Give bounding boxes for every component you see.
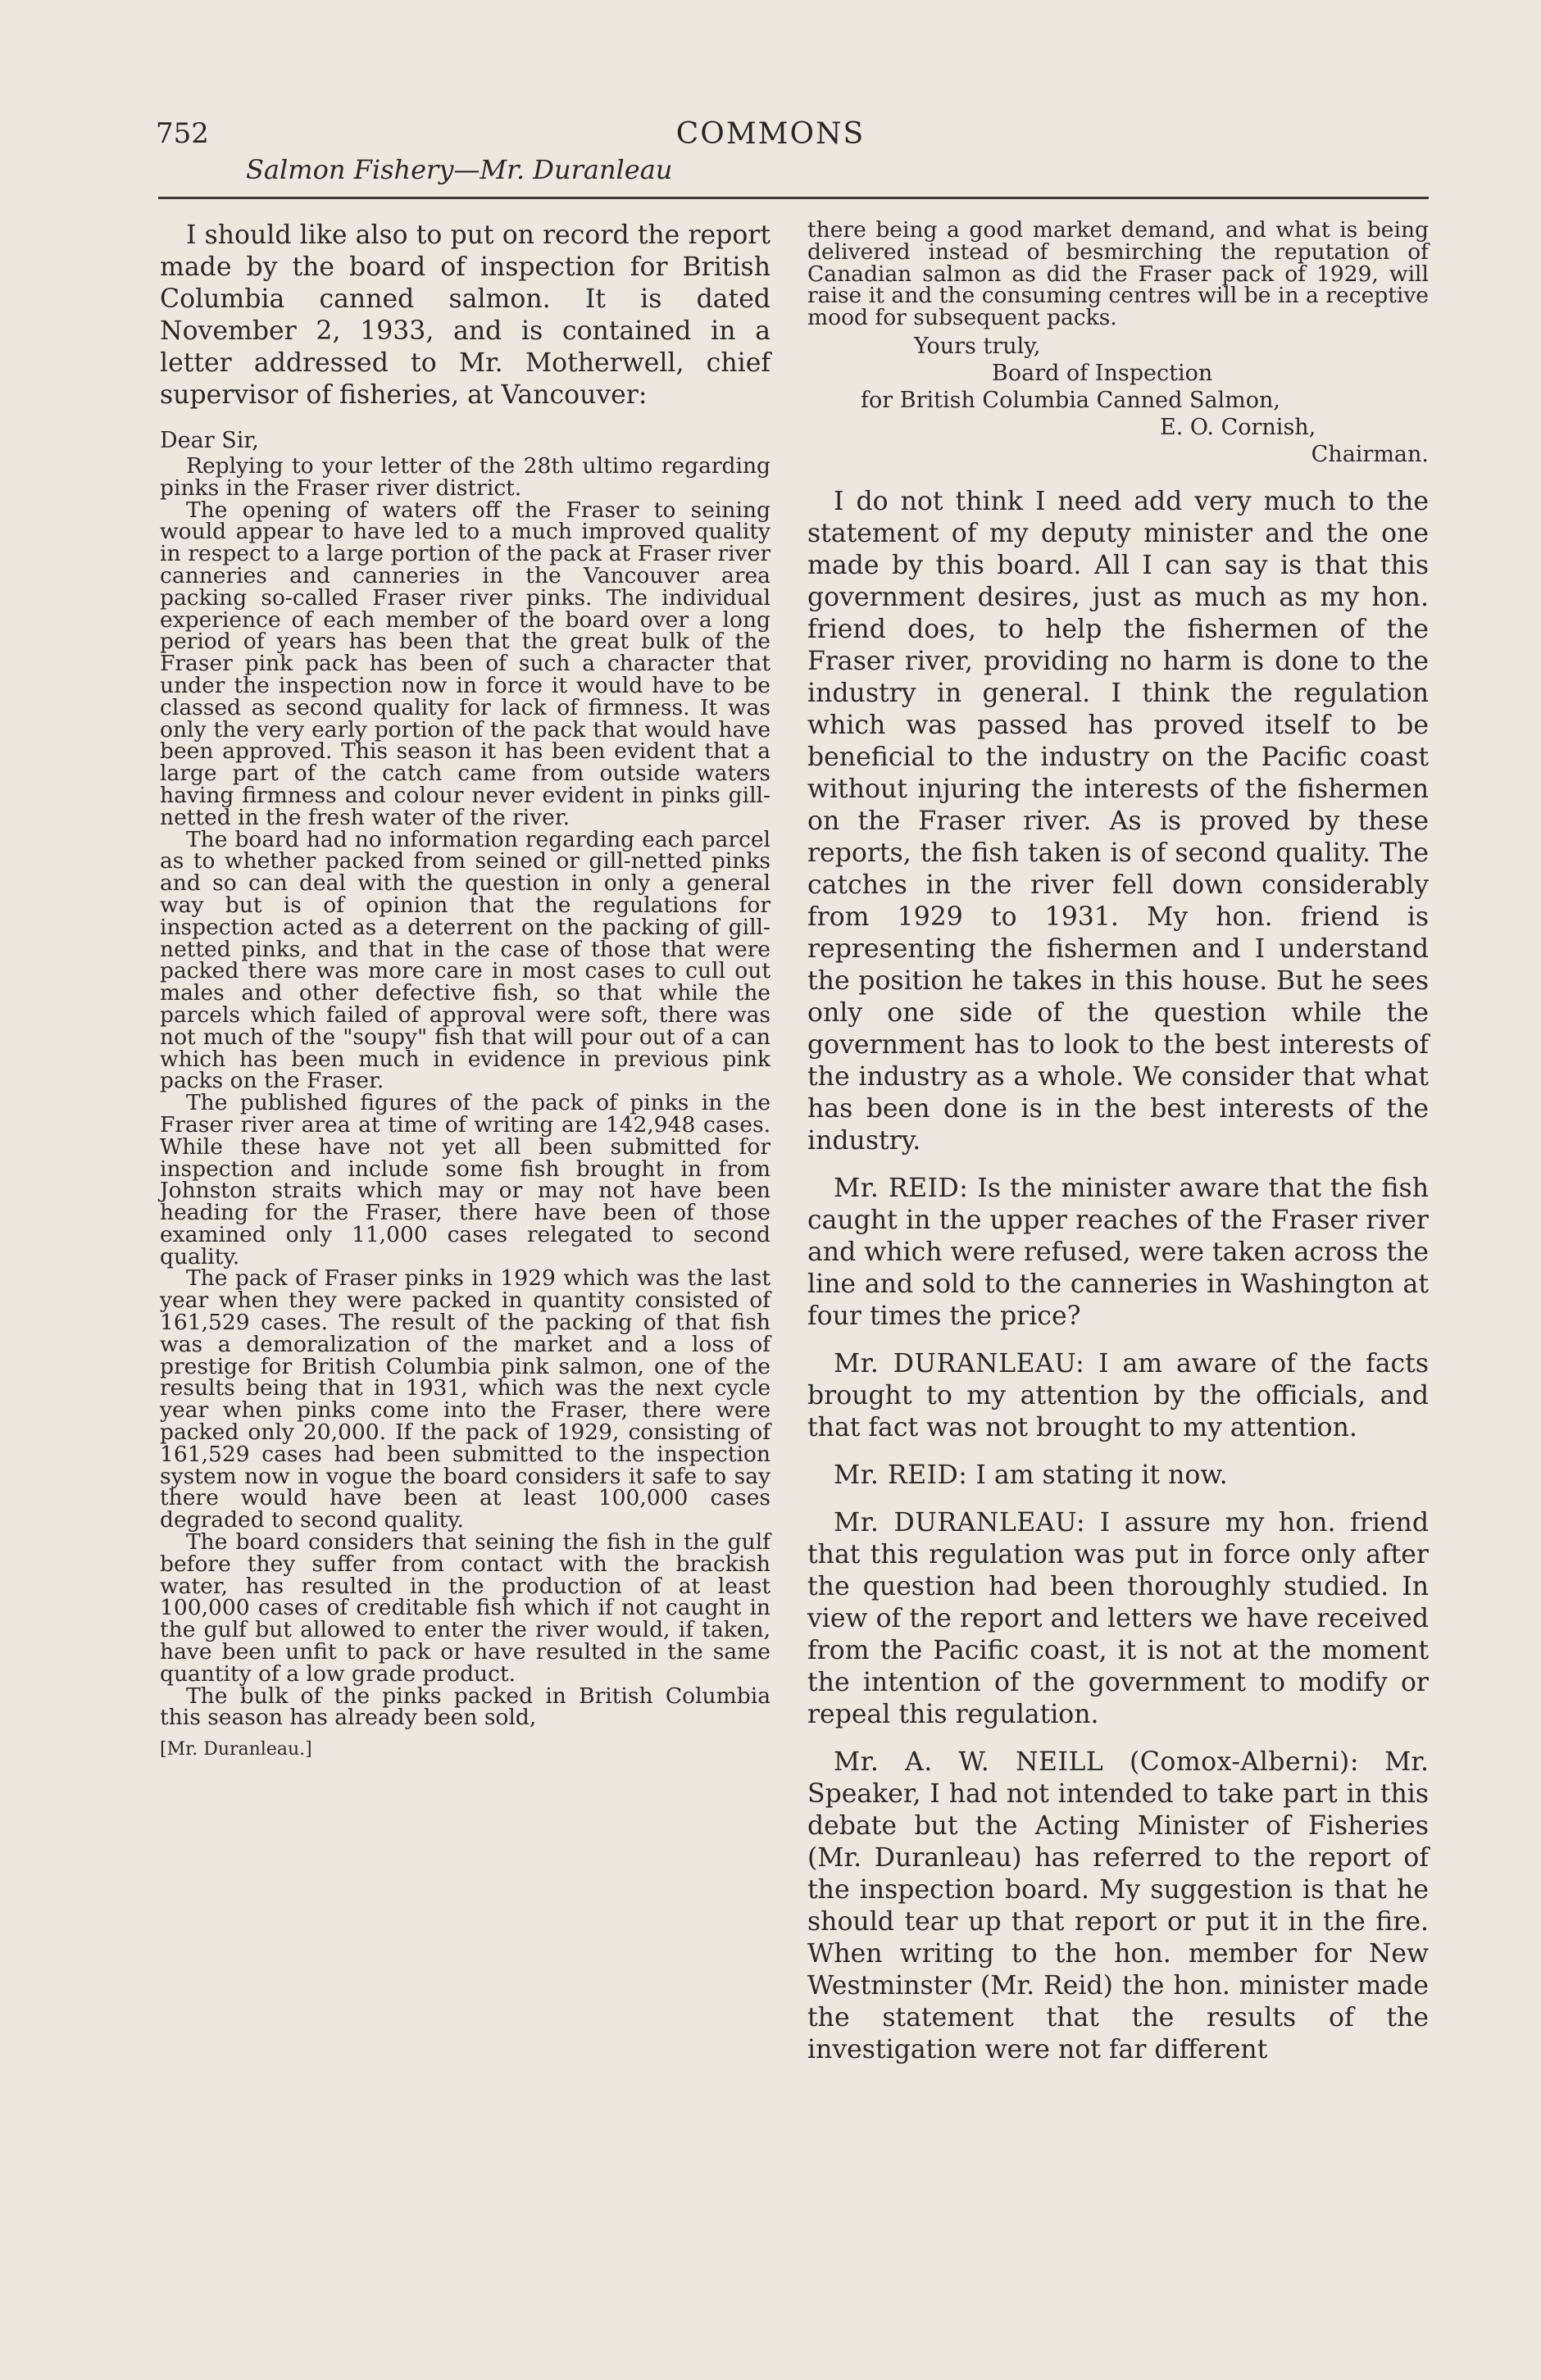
speech-paragraph — [807, 1460, 1429, 1492]
letter-paragraph: The board had no information regarding each parcel as to whether packed from seined or gill-netted pinks and so can deal with the question in only a general way but is of opinion that the regulations for inspection acted as a deterrent on the packing of gill-netted pinks, and that in the case of those that were packed there was more care in most cases to cull out males and other defective fish, so that while the parcels which failed of approval were soft, there was not much of the "soupy" fish that will pour out of a can which has been much in evidence in previous pink packs on the Fraser. — [160, 826, 770, 1094]
left-column — [160, 220, 770, 1760]
letter-paragraph: The published figures of the pack of pinks in the Fraser river area at time of writing are 142,948 cases. While these have not yet all been submitted for inspection and include some fish brought in from Johnston straits which may or may not have been heading for the Fraser, there have been of those examined only 11,000 cases relegated to second quality. — [160, 1090, 770, 1269]
speech-text: Is the minister aware that the fish caught in the upper reaches of the Fraser river and which were refused, were taken across the line and sold to the canneries in Washington at four times the price? — [807, 1173, 1430, 1331]
speech-paragraph — [807, 1173, 1429, 1333]
letter-body — [160, 453, 770, 1731]
section-subheader: Salmon Fishery—Mr. Duranleau — [246, 154, 673, 185]
speaker-name: Mr. DURANLEAU: — [834, 1507, 1086, 1537]
signature-name: E. O. Cornish, — [1160, 414, 1316, 440]
letter-continuation: there being a good market demand, and what is being delivered instead of besmirching the reputation of Canadian salmon as did the Fraser pack of 1929, will raise it and the consuming centres will be in a receptive mood for subsequent packs. — [807, 217, 1429, 331]
page-footer-speaker: [Mr. Duranleau.] — [160, 1739, 312, 1760]
header-rule — [158, 197, 1429, 199]
letter-signature — [807, 331, 1429, 470]
letter-salutation: Dear Sir, — [160, 428, 259, 453]
signature-line1: Board of Inspection — [992, 360, 1213, 386]
speaker-name: Mr. REID: — [834, 1173, 969, 1203]
speech-text: I do not think I need add very much to the statement of my deputy minister and the one made by this board. All I can say is that this government desires, just as much as my hon. friend does, to help the fishermen of the Fraser river, providing no harm is done to the industry in general. I think the regulation which was passed has proved itself to be beneficial to the industry on the Pacific coast without injuring the interests of the fishermen on the Fraser river. As is proved by these reports, the fish taken is of second quality. The catches in the river fell down considerably from 1929 to 1931. My hon. friend is representing the fishermen and I understand the position he takes in this house. But he sees only one side of the question while the government has to look to the best interests of the industry as a whole. We consider that what has been done is in the best interests of the industry. — [807, 486, 1429, 1156]
letter-paragraph: The opening of waters off the Fraser to seining would appear to have led to a much improved quality in respect to a large portion of the pack at Fraser river canneries and canneries in the Vancouver area packing so-called Fraser river pinks. The individual experience of each member of the board over a long period of years has been that the great bulk of the Fraser pink pack has been of such a character that under the inspection now in force it would have to be classed as second quality for lack of firmness. It was only the very early portion of the pack that would have been approved. This season it has been evident that a large part of the catch came from outside waters having firmness and colour never evident in pinks gill-netted in the fresh water of the river. — [160, 497, 770, 830]
intro-paragraph: I should like also to put on record the report made by the board of inspection for British Columbia canned salmon. It is dated November 2, 1933, and is contained in a letter addressed to Mr. Motherwell, chief supervisor of fisheries, at Vancouver: — [160, 220, 770, 410]
letter-paragraph: The pack of Fraser pinks in 1929 which was the last year when they were packed in quantity consisted of 161,529 cases. The result of the packing of that fish was a demoralization of the market and a loss of prestige for British Columbia pink salmon, one of the results being that in 1931, which was the next cycle year when pinks come into the Fraser, there were packed only 20,000. If the pack of 1929, consisting of 161,529 cases had been submitted to the inspection system now in vogue the board considers it safe to say there would have been at least 100,000 cases degraded to second quality. — [160, 1265, 770, 1533]
letter-paragraph: Replying to your letter of the 28th ultimo regarding pinks in the Fraser river district. — [160, 453, 770, 501]
letter-paragraph: The board considers that seining the fish in the gulf before they suffer from contact with the brackish water, has resulted in the production of at least 100,000 cases of creditable fish which if not caught in the gulf but allowed to enter the river would, if taken, have been unfit to pack or have resulted in the same quantity of a low grade product. — [160, 1529, 770, 1687]
speech-paragraph — [807, 1348, 1429, 1444]
speaker-name: Mr. DURANLEAU: — [834, 1348, 1085, 1378]
running-title: COMMONS — [675, 117, 866, 151]
page-number: 752 — [156, 117, 209, 150]
right-column — [807, 217, 1430, 2066]
speaker-name: Mr. REID: — [834, 1460, 968, 1490]
signature-closing: Yours truly, — [914, 333, 1041, 359]
speech-text: I am stating it now. — [975, 1460, 1228, 1490]
signature-line2: for British Columbia Canned Salmon, — [861, 387, 1281, 413]
speech-text: Mr. Speaker, I had not intended to take part in this debate but the Acting Minister of Fisheries (Mr. Duranleau) has referred to the report of the inspection board. My suggestion is that he should tear up that report or put it in the fire. When writing to the hon. member for New Westminster (Mr. Reid) the hon. minister made the statement that the results of the investigation were not far different — [807, 1746, 1429, 2064]
speech-paragraph — [807, 486, 1429, 1157]
letter-paragraph: The bulk of the pinks packed in British Columbia this season has already been sold, — [160, 1683, 770, 1731]
speaker-name: Mr. A. W. NEILL (Comox-Alberni): — [834, 1746, 1359, 1777]
signature-title: Chairman. — [1311, 441, 1429, 467]
speech-text: I am aware of the facts brought to my attention by the officials, and that fact was not brought to my attention. — [807, 1348, 1430, 1442]
speech-text: I assure my hon. friend that this regulation was put in force only after the question had been thoroughly studied. In view of the report and letters we have received from the Pacific coast, it is not at the moment the intention of the government to modify or repeal this regulation. — [807, 1507, 1430, 1729]
speech-paragraph — [807, 1507, 1429, 1731]
speech-paragraph — [807, 1746, 1429, 2066]
